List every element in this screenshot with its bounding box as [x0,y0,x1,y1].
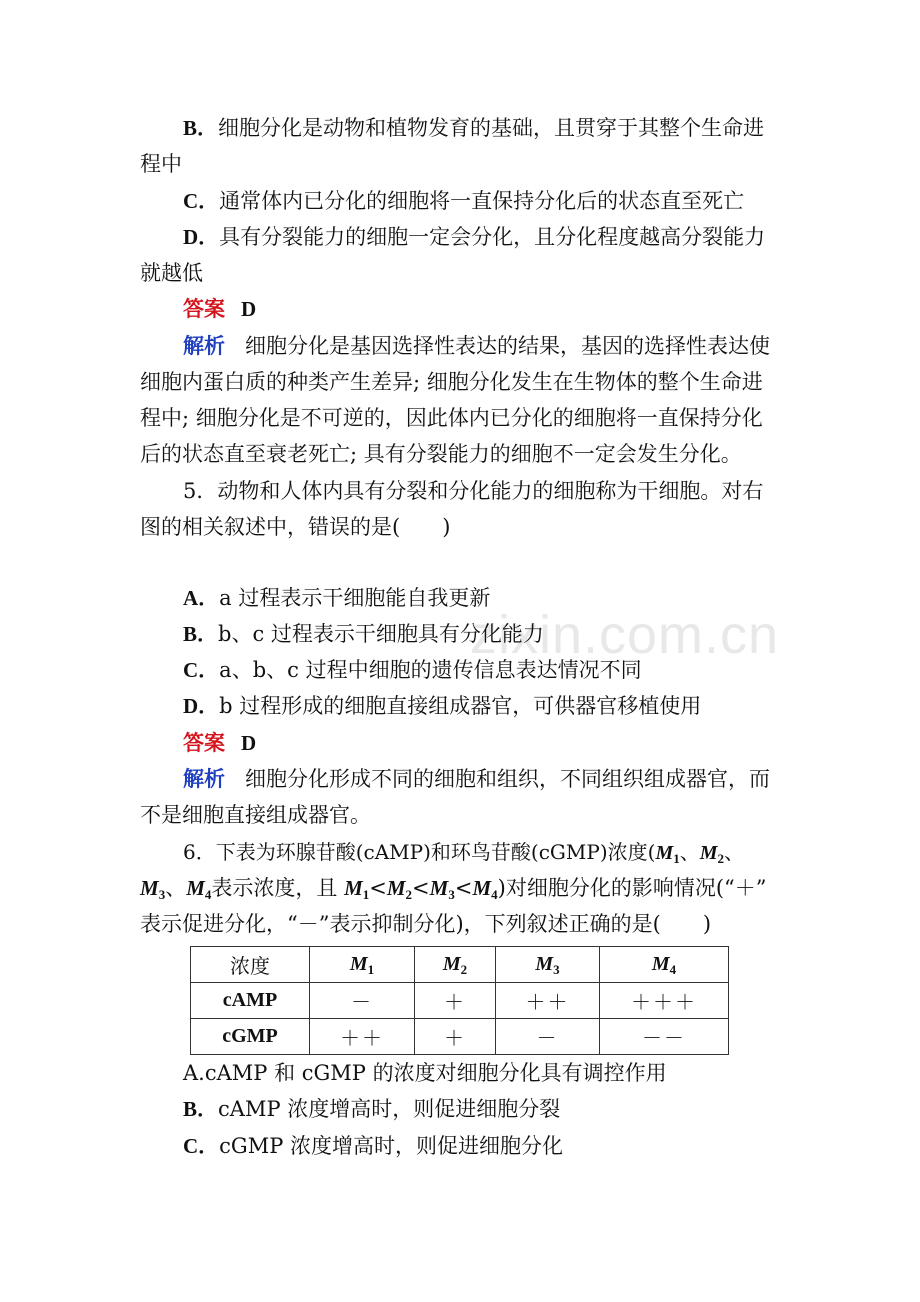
q6-stem: 6．下表为环腺苷酸(cAMP)和环鸟苷酸(cGMP)浓度($M_1$、$M_2$、 [183,840,745,866]
table-cell: ＋ [415,1019,496,1055]
q5-stem-cont: 图的相关叙述中，错误的是( ) [140,515,451,539]
table-cell: － [310,983,415,1019]
table-cell: － [496,1019,600,1055]
q4-option-b-cont: 程中 [140,152,182,176]
table-header-cell: 浓度 [191,947,310,983]
q6-stem-line3: 表示促进分化，“－”表示抑制分化)，下列叙述正确的是( ) [140,912,712,936]
table-cell: －－ [600,1019,729,1055]
table-row [191,1019,729,1055]
q5-analysis: 解析 细胞分化形成不同的细胞和组织，不同组织组成器官，而 [183,766,771,791]
table-cell: ＋ [415,983,496,1019]
q6-stem-line2: $M_3$、$M_4$表示浓度，且 $M_1<M_2<M_3<M_4$)对细胞分化的影响情况(“＋” [140,876,767,902]
q4-analysis: 解析 细胞分化是基因选择性表达的结果，基因的选择性表达使 [183,333,771,358]
q4-analysis-line4: 后的状态直至衰老死亡; 具有分裂能力的细胞不一定会发生分化。 [140,442,742,466]
analysis-key-label: 解析 [183,333,225,358]
concentration-table [190,946,729,1055]
q5-analysis-line2: 不是细胞直接组成器官。 [140,803,371,827]
q6-option-a: A.cAMP 和 cGMP 的浓度对细胞分化具有调控作用 [183,1061,667,1085]
table-header-cell: $M_2$ [415,947,496,983]
watermark: zixin.com.cn [470,605,780,665]
analysis-key-label: 解析 [183,766,225,791]
q4-option-c: C．通常体内已分化的细胞将一直保持分化后的状态直至死亡 [183,189,745,213]
q4-option-d-cont: 就越低 [140,261,203,285]
table-row [191,983,729,1019]
answer-key-label: 答案 [183,296,225,321]
table-header-cell: $M_1$ [310,947,415,983]
q5-answer: 答案 D [183,730,257,755]
q4-option-b: B．细胞分化是动物和植物发育的基础，且贯穿于其整个生命进 [183,116,765,140]
table-cell: ＋＋ [496,983,600,1019]
q4-answer: 答案 D [183,296,257,321]
q5-option-b: B．b、c 过程表示干细胞具有分化能力 [183,622,544,646]
answer-key-label: 答案 [183,730,225,755]
q5-option-d: D．b 过程形成的细胞直接组成器官，可供器官移植使用 [183,694,702,718]
q5-option-c: C．a、b、c 过程中细胞的遗传信息表达情况不同 [183,658,642,682]
table-header-cell: $M_3$ [496,947,600,983]
q4-analysis-line3: 程中; 细胞分化是不可逆的，因此体内已分化的细胞将一直保持分化 [140,406,763,430]
table-cell: cGMP [191,1019,310,1055]
table-cell: ＋＋＋ [600,983,729,1019]
table-cell: cAMP [191,983,310,1019]
q4-analysis-line2: 细胞内蛋白质的种类产生差异; 细胞分化发生在生物体的整个生命进 [140,370,763,394]
q5-stem: 5．动物和人体内具有分裂和分化能力的细胞称为干细胞。对右 [183,479,764,503]
q5-option-a: A．a 过程表示干细胞能自我更新 [183,586,491,610]
q4-option-d: D．具有分裂能力的细胞一定会分化，且分化程度越高分裂能力 [183,225,766,249]
table-header-cell: $M_4$ [600,947,729,983]
q6-option-b: B．cAMP 浓度增高时，则促进细胞分裂 [183,1097,561,1121]
q6-option-c: C．cGMP 浓度增高时，则促进细胞分化 [183,1134,564,1158]
table-cell: ＋＋ [310,1019,415,1055]
table-header-row [191,947,729,983]
